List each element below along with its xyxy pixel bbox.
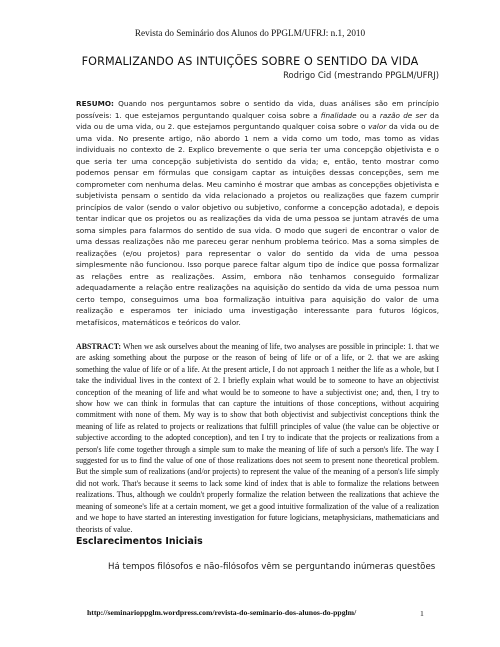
resumo-label: RESUMO: [76, 99, 114, 108]
abstract-paragraph [76, 341, 439, 535]
journal-header: Revista do Seminário dos Alunos do PPGLM/UFRJ: n.1, 2010 [134, 28, 366, 38]
body-first-line: Há tempos filósofos e não-filósofos vêm se perguntando inúmeras questões [108, 562, 436, 572]
article-author: Rodrigo Cid (mestrando PPGLM/UFRJ) [283, 70, 439, 80]
resumo-italic-valor: valor [368, 122, 387, 131]
section-heading: Esclarecimentos Iniciais [76, 536, 203, 547]
resumo-italic-razao: razão de ser [379, 110, 427, 120]
resumo-text: ou a [356, 110, 380, 120]
resumo-text: da vida ou de uma vida. No presente artigo, não abordo 1 nem a vida como um todo, mas tomo as vidas individuais no contexto de 2. Explico brevemente o que seria ter uma concepção objetivista e o que seria ter uma concepção subjetivista do sentido da vida; e, então, tento mostrar como podemos pensar em fórmulas que consigam captar as intuições dessas concepções, sem me comprometer com nenhuma delas. Meu caminho é mostrar que ambas as concepções objetivista e subjetivista pensam o sentido da vida relacionado a projetos ou realizações que fazem cumprir princípios de valor (sendo o valor objetivo ou subjetivo, conforme a concepção adotada), e depois tentar indicar que os projetos ou as realizações da vida de uma pessoa se juntam através de uma soma simples para falarmos do sentido de sua vida. O modo que sugeri de encontrar o valor de uma dessas realizações não me pareceu gerar nenhum problema teórico. Mas a soma simples de realizações (e/ou projetos) para representar o valor do sentido da vida de uma pessoa simplesmente não funcionou. Isso porque parece faltar algum tipo de índice que possa formalizar as relações entre as realizações. Assim, embora não tenhamos conseguido formalizar adequadamente a relação entre realizações na aquisição do sentido da vida de uma pessoa num certo tempo, conseguimos uma boa formalização intuitiva para aquisição do valor de uma realização e esperamos ter iniciado uma investigação interessante para futuros lógicos, metafísicos, matemáticos e teóricos do valor. [76, 122, 439, 327]
resumo-paragraph [76, 98, 439, 328]
article-title: FORMALIZANDO AS INTUIÇÕES SOBRE O SENTIDO DA VIDA [81, 55, 419, 68]
page-number: 1 [420, 609, 424, 618]
resumo-italic-finalidade: finalidade [320, 110, 357, 120]
resumo-text: da vida ou de uma vida, ou 2. que estejamos perguntando qualquer coisa sobre o [76, 110, 440, 131]
footer-url-link[interactable]: http://seminarioppglm.wordpress.com/revista-do-seminario-dos-alunos-do-ppglm/ [87, 608, 357, 617]
abstract-text: When we ask ourselves about the meaning of life, two analyses are possible in principle: 1. that we are asking something about the purpose or the reason of being of life or of a life, or 2. that we are asking something the value of life or of a life. At the present article, I do not approach 1 neither the life as a whole, but I take the individual lives in the context of 2. I briefly explain what would be to someone to have an objectivist conception of the meaning of life and what would be to someone to have a subjectivist one; and, then, I try to show how we can think in formulas that can capture the intuitions of those conceptions, without acquiring commitment with none of them. My way is to show that both objectivist and subjectivist conceptions think the meaning of life as related to projects or realizations that fulfill principles of value (the value can be objective or subjective according to the adopted conception), and ten I try to indicate that the projects or realizations from a person's life come together through a simple sum to make the meaning of life of such a person's life. The way I suggested for us to find the value of one of those realizations does not seem to present none theoretical problem. But the simple sum of realizations (and/or projects) to represent the value of the meaning of a person's life simply did not work. That's because it seems to lack some kind of index that is able to formalize the relations between realizations. Thus, although we couldn't properly formalize the relation between the realizations that achieve the meaning of someone's life at a certain moment, we get a good intuitive formalization of the value of a realization and we hope to have started an interesting investigation for future logicians, metaphysicians, mathematicians and theorists of value. [76, 342, 439, 534]
abstract-label: ABSTRACT: [76, 342, 122, 351]
resumo-text: Quando nos perguntamos sobre o sentido da vida, duas análises são em princípio possíveis: 1. que estejamos perguntando qualquer coisa sobre a [76, 99, 439, 120]
